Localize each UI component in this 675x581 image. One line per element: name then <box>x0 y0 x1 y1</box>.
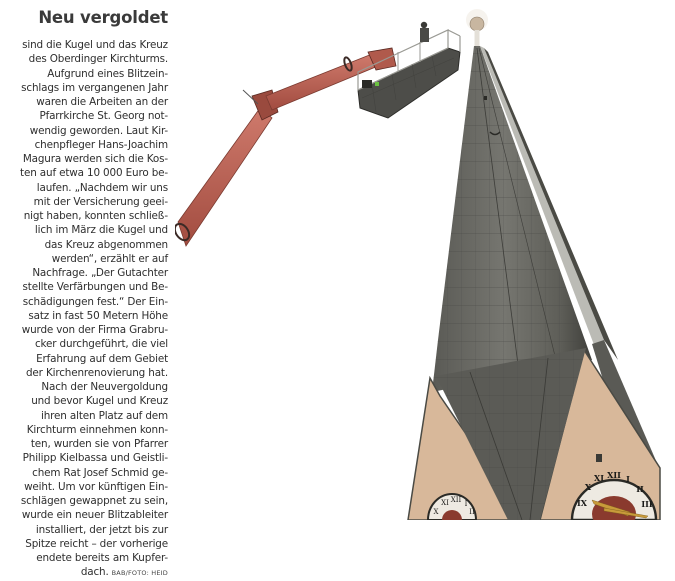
svg-text:IX: IX <box>577 498 587 508</box>
body-line: Philipp Kielbassa und Geistli- <box>22 452 168 465</box>
body-line: der Kirchenrenovierung hat. <box>25 366 168 379</box>
body-line: Pfarrkirche St. Georg not- <box>39 110 168 123</box>
body-line: stellte Verfärbungen und Be- <box>22 281 168 294</box>
body-line: lich im März die Kugel und <box>34 224 168 237</box>
body-line: wendig geworden. Laut Kir- <box>29 124 168 137</box>
church-spire-photo <box>175 0 675 539</box>
body-line: ihren alten Platz auf dem <box>40 409 168 422</box>
body-line: das Kreuz abgenommen <box>44 238 168 251</box>
svg-text:III: III <box>641 499 653 509</box>
body-line: werden“, erzählt er auf <box>51 252 168 265</box>
svg-text:XI: XI <box>441 499 449 507</box>
body-line: endete bereits am Kupfer- <box>36 552 168 564</box>
body-line: Aufgrund eines Blitzein- <box>47 67 168 80</box>
body-line: cker durchgeführt, die viel <box>34 338 168 351</box>
svg-text:I: I <box>464 500 468 508</box>
body-line-text: dach. <box>80 566 109 579</box>
svg-text:X: X <box>433 508 439 516</box>
svg-text:II: II <box>469 508 475 516</box>
body-line: ten, wurden sie von Pfarrer <box>30 438 168 450</box>
worker <box>420 22 429 42</box>
body-line: schlägen gewappnet zu sein, <box>20 495 168 507</box>
body-line: Nachfrage. „Der Gutachter <box>32 267 168 279</box>
article-photo <box>175 0 675 539</box>
body-line: Spitze reicht – der vorherige <box>25 537 168 550</box>
body-line: wurde von der Firma Grabru- <box>21 324 168 336</box>
article-body <box>8 38 168 581</box>
crane-boom <box>175 48 396 246</box>
body-line: satz in fast 50 Metern Höhe <box>28 309 168 322</box>
body-line: ten auf etwa 10 000 Euro be- <box>20 167 168 180</box>
body-line: chenpfleger Hans-Joachim <box>34 138 168 151</box>
svg-text:II: II <box>636 484 644 494</box>
body-line-last <box>8 565 168 580</box>
svg-text:I: I <box>626 474 630 484</box>
body-line: weiht. Um vor künftigen Ein- <box>24 480 168 493</box>
body-line: nigt haben, konnten schließ- <box>23 210 168 222</box>
work-platform <box>358 22 460 118</box>
body-line: installiert, der jetzt bis zur <box>35 523 168 536</box>
body-line: Nach der Neuvergoldung <box>41 381 168 393</box>
body-line: des Oberdinger Kirchturms. <box>28 53 168 66</box>
body-line: und bevor Kugel und Kreuz <box>31 395 168 408</box>
body-line: schlags im vergangenen Jahr <box>21 81 168 94</box>
body-line: sind die Kugel und das Kreuz <box>22 39 168 51</box>
body-line: chem Rat Josef Schmid ge- <box>32 466 168 479</box>
svg-text:X: X <box>584 482 592 492</box>
body-line: mit der Versicherung geei- <box>33 195 168 208</box>
article-column <box>8 8 168 581</box>
body-line: Kirchturm einnehmen konn- <box>26 423 168 436</box>
body-line: laufen. „Nachdem wir uns <box>36 181 168 194</box>
body-line: wurde ein neuer Blitzableiter <box>21 509 168 522</box>
article-headline: Neu vergoldet <box>38 8 168 27</box>
body-line: Erfahrung auf dem Gebiet <box>36 352 168 365</box>
church-spire <box>432 46 618 392</box>
photo-credit: BAB/FOTO: HEID <box>111 569 168 578</box>
body-line: Magura werden sich die Kos- <box>22 153 168 165</box>
body-line: waren die Arbeiten an der <box>36 96 168 108</box>
svg-text:XII: XII <box>450 496 462 504</box>
svg-text:XI: XI <box>594 473 604 483</box>
spire-finial <box>466 9 488 48</box>
svg-text:XII: XII <box>607 470 621 480</box>
body-line: schädigungen fest.“ Der Ein- <box>22 295 168 308</box>
